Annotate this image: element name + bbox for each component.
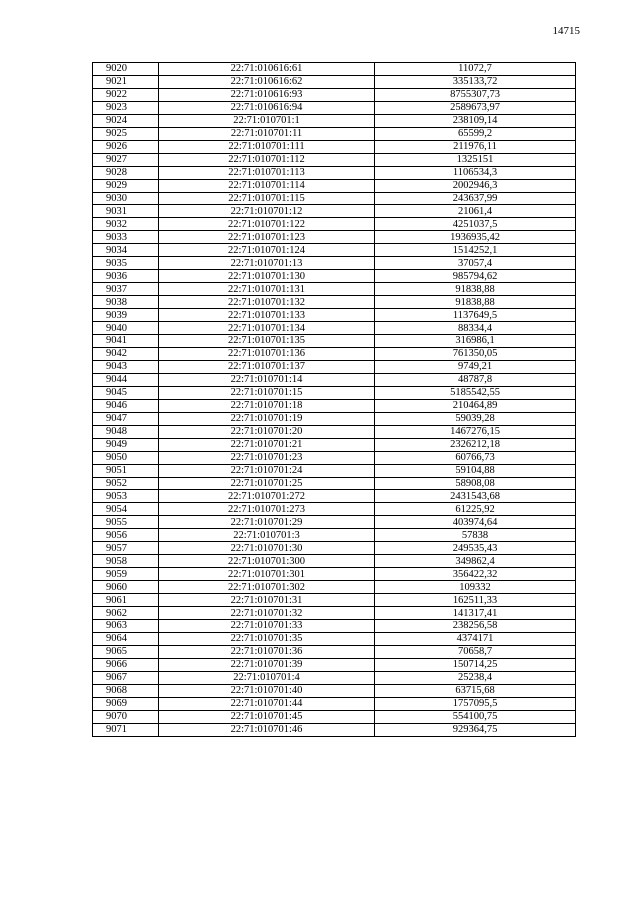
table-row [93,529,576,542]
cadastral-number-cell: 22:71:010701:272 [159,490,375,503]
cadastral-number-cell: 22:71:010701:301 [159,568,375,581]
row-number-cell: 9044 [93,373,159,386]
row-number-cell: 9054 [93,503,159,516]
table-row [93,63,576,76]
table-row [93,516,576,529]
row-number-cell: 9020 [93,63,159,76]
cadastral-number-cell: 22:71:010701:18 [159,399,375,412]
cadastral-value-cell: 59039,28 [375,412,576,425]
cadastral-number-cell: 22:71:010701:13 [159,257,375,270]
cadastral-number-cell: 22:71:010701:39 [159,658,375,671]
table-row [93,296,576,309]
table-row [93,594,576,607]
cadastral-value-cell: 2002946,3 [375,179,576,192]
cadastral-value-cell: 2326212,18 [375,438,576,451]
table-row [93,438,576,451]
table-row [93,335,576,348]
row-number-cell: 9039 [93,309,159,322]
cadastral-value-cell: 48787,8 [375,373,576,386]
cadastral-number-cell: 22:71:010701:3 [159,529,375,542]
cadastral-number-cell: 22:71:010701:40 [159,684,375,697]
table-row [93,218,576,231]
table-row [93,192,576,205]
row-number-cell: 9023 [93,101,159,114]
row-number-cell: 9025 [93,127,159,140]
cadastral-value-cell: 8755307,73 [375,88,576,101]
row-number-cell: 9035 [93,257,159,270]
cadastral-value-cell: 243637,99 [375,192,576,205]
table-row [93,179,576,192]
cadastral-value-cell: 70658,7 [375,645,576,658]
row-number-cell: 9063 [93,619,159,632]
row-number-cell: 9024 [93,114,159,127]
cadastral-value-cell: 21061,4 [375,205,576,218]
table-row [93,619,576,632]
cadastral-value-table [92,62,576,737]
table-row [93,386,576,399]
cadastral-number-cell: 22:71:010701:36 [159,645,375,658]
cadastral-number-cell: 22:71:010616:61 [159,63,375,76]
cadastral-number-cell: 22:71:010701:11 [159,127,375,140]
table-row [93,581,576,594]
table-row [93,75,576,88]
row-number-cell: 9033 [93,231,159,244]
page-number: 14715 [552,25,580,37]
cadastral-number-cell: 22:71:010701:20 [159,425,375,438]
row-number-cell: 9051 [93,464,159,477]
table-row [93,645,576,658]
row-number-cell: 9049 [93,438,159,451]
table-row [93,166,576,179]
row-number-cell: 9043 [93,360,159,373]
table-row [93,322,576,335]
table-row [93,127,576,140]
table-row [93,244,576,257]
cadastral-number-cell: 22:71:010701:24 [159,464,375,477]
cadastral-number-cell: 22:71:010701:111 [159,140,375,153]
cadastral-number-cell: 22:71:010701:35 [159,632,375,645]
row-number-cell: 9031 [93,205,159,218]
cadastral-value-cell: 150714,25 [375,658,576,671]
cadastral-number-cell: 22:71:010701:136 [159,347,375,360]
row-number-cell: 9070 [93,710,159,723]
cadastral-value-cell: 141317,41 [375,607,576,620]
row-number-cell: 9058 [93,555,159,568]
cadastral-value-cell: 88334,4 [375,322,576,335]
cadastral-value-cell: 37057,4 [375,257,576,270]
table-row [93,205,576,218]
cadastral-number-cell: 22:71:010701:46 [159,723,375,736]
cadastral-value-cell: 91838,88 [375,283,576,296]
cadastral-value-cell: 1936935,42 [375,231,576,244]
table-row [93,632,576,645]
cadastral-number-cell: 22:71:010701:114 [159,179,375,192]
row-number-cell: 9030 [93,192,159,205]
cadastral-value-cell: 5185542,55 [375,386,576,399]
table-row [93,555,576,568]
row-number-cell: 9029 [93,179,159,192]
cadastral-number-cell: 22:71:010701:130 [159,270,375,283]
table-row [93,283,576,296]
cadastral-number-cell: 22:71:010701:1 [159,114,375,127]
cadastral-number-cell: 22:71:010701:30 [159,542,375,555]
cadastral-number-cell: 22:71:010701:122 [159,218,375,231]
cadastral-number-cell: 22:71:010701:123 [159,231,375,244]
cadastral-value-cell: 60766,73 [375,451,576,464]
row-number-cell: 9048 [93,425,159,438]
table-row [93,658,576,671]
table-row [93,464,576,477]
row-number-cell: 9061 [93,594,159,607]
row-number-cell: 9046 [93,399,159,412]
row-number-cell: 9069 [93,697,159,710]
row-number-cell: 9053 [93,490,159,503]
row-number-cell: 9034 [93,244,159,257]
row-number-cell: 9066 [93,658,159,671]
cadastral-value-cell: 249535,43 [375,542,576,555]
row-number-cell: 9022 [93,88,159,101]
cadastral-value-cell: 1106534,3 [375,166,576,179]
cadastral-value-cell: 1137649,5 [375,309,576,322]
cadastral-number-cell: 22:71:010701:135 [159,335,375,348]
cadastral-number-cell: 22:71:010701:124 [159,244,375,257]
cadastral-number-cell: 22:71:010701:132 [159,296,375,309]
cadastral-value-cell: 238256,58 [375,619,576,632]
cadastral-value-cell: 4251037,5 [375,218,576,231]
table-row [93,270,576,283]
row-number-cell: 9055 [93,516,159,529]
cadastral-number-cell: 22:71:010701:21 [159,438,375,451]
row-number-cell: 9036 [93,270,159,283]
cadastral-value-cell: 9749,21 [375,360,576,373]
cadastral-value-cell: 91838,88 [375,296,576,309]
table-row [93,451,576,464]
row-number-cell: 9045 [93,386,159,399]
cadastral-number-cell: 22:71:010701:44 [159,697,375,710]
row-number-cell: 9047 [93,412,159,425]
cadastral-value-cell: 761350,05 [375,347,576,360]
cadastral-number-cell: 22:71:010616:62 [159,75,375,88]
cadastral-number-cell: 22:71:010701:134 [159,322,375,335]
cadastral-value-cell: 1514252,1 [375,244,576,257]
row-number-cell: 9057 [93,542,159,555]
cadastral-value-cell: 403974,64 [375,516,576,529]
cadastral-value-cell: 63715,68 [375,684,576,697]
cadastral-value-cell: 109332 [375,581,576,594]
row-number-cell: 9037 [93,283,159,296]
cadastral-value-cell: 349862,4 [375,555,576,568]
row-number-cell: 9052 [93,477,159,490]
cadastral-number-cell: 22:71:010701:300 [159,555,375,568]
cadastral-value-cell: 2431543,68 [375,490,576,503]
cadastral-number-cell: 22:71:010701:45 [159,710,375,723]
cadastral-value-cell: 316986,1 [375,335,576,348]
table-row [93,503,576,516]
cadastral-number-cell: 22:71:010701:33 [159,619,375,632]
cadastral-value-cell: 11072,7 [375,63,576,76]
cadastral-value-cell: 59104,88 [375,464,576,477]
row-number-cell: 9062 [93,607,159,620]
row-number-cell: 9026 [93,140,159,153]
row-number-cell: 9050 [93,451,159,464]
cadastral-number-cell: 22:71:010701:12 [159,205,375,218]
table-row [93,723,576,736]
table-row [93,710,576,723]
table-row [93,425,576,438]
cadastral-number-cell: 22:71:010701:131 [159,283,375,296]
table-row [93,568,576,581]
table-row [93,542,576,555]
cadastral-number-cell: 22:71:010701:32 [159,607,375,620]
table-row [93,347,576,360]
cadastral-number-cell: 22:71:010616:93 [159,88,375,101]
cadastral-number-cell: 22:71:010701:31 [159,594,375,607]
row-number-cell: 9038 [93,296,159,309]
cadastral-value-cell: 2589673,97 [375,101,576,114]
cadastral-value-cell: 25238,4 [375,671,576,684]
row-number-cell: 9056 [93,529,159,542]
table-row [93,697,576,710]
table-row [93,671,576,684]
table-row [93,490,576,503]
table-row [93,88,576,101]
cadastral-number-cell: 22:71:010616:94 [159,101,375,114]
table-row [93,684,576,697]
table-row [93,412,576,425]
row-number-cell: 9065 [93,645,159,658]
row-number-cell: 9068 [93,684,159,697]
row-number-cell: 9059 [93,568,159,581]
cadastral-value-cell: 4374171 [375,632,576,645]
cadastral-value-cell: 929364,75 [375,723,576,736]
table-row [93,140,576,153]
cadastral-number-cell: 22:71:010701:112 [159,153,375,166]
table-row [93,257,576,270]
table-body [93,63,576,737]
table-row [93,231,576,244]
cadastral-number-cell: 22:71:010701:23 [159,451,375,464]
row-number-cell: 9042 [93,347,159,360]
cadastral-value-cell: 985794,62 [375,270,576,283]
row-number-cell: 9028 [93,166,159,179]
table-row [93,399,576,412]
cadastral-value-cell: 210464,89 [375,399,576,412]
table-row [93,607,576,620]
cadastral-value-cell: 335133,72 [375,75,576,88]
cadastral-value-cell: 238109,14 [375,114,576,127]
cadastral-number-cell: 22:71:010701:113 [159,166,375,179]
cadastral-value-cell: 58908,08 [375,477,576,490]
cadastral-value-cell: 61225,92 [375,503,576,516]
table-row [93,373,576,386]
cadastral-number-cell: 22:71:010701:19 [159,412,375,425]
row-number-cell: 9064 [93,632,159,645]
cadastral-number-cell: 22:71:010701:137 [159,360,375,373]
cadastral-number-cell: 22:71:010701:15 [159,386,375,399]
cadastral-value-cell: 211976,11 [375,140,576,153]
row-number-cell: 9041 [93,335,159,348]
row-number-cell: 9040 [93,322,159,335]
cadastral-value-cell: 356422,32 [375,568,576,581]
cadastral-number-cell: 22:71:010701:133 [159,309,375,322]
table-row [93,360,576,373]
cadastral-value-cell: 1467276,15 [375,425,576,438]
table-row [93,101,576,114]
cadastral-number-cell: 22:71:010701:302 [159,581,375,594]
row-number-cell: 9027 [93,153,159,166]
row-number-cell: 9032 [93,218,159,231]
cadastral-value-cell: 554100,75 [375,710,576,723]
table-row [93,114,576,127]
cadastral-number-cell: 22:71:010701:4 [159,671,375,684]
cadastral-number-cell: 22:71:010701:273 [159,503,375,516]
cadastral-value-cell: 57838 [375,529,576,542]
row-number-cell: 9060 [93,581,159,594]
cadastral-value-cell: 162511,33 [375,594,576,607]
cadastral-value-cell: 1325151 [375,153,576,166]
row-number-cell: 9021 [93,75,159,88]
table-row [93,477,576,490]
cadastral-value-cell: 65599,2 [375,127,576,140]
row-number-cell: 9071 [93,723,159,736]
cadastral-number-cell: 22:71:010701:115 [159,192,375,205]
cadastral-number-cell: 22:71:010701:29 [159,516,375,529]
row-number-cell: 9067 [93,671,159,684]
cadastral-number-cell: 22:71:010701:25 [159,477,375,490]
cadastral-value-cell: 1757095,5 [375,697,576,710]
cadastral-number-cell: 22:71:010701:14 [159,373,375,386]
table-row [93,309,576,322]
table-row [93,153,576,166]
